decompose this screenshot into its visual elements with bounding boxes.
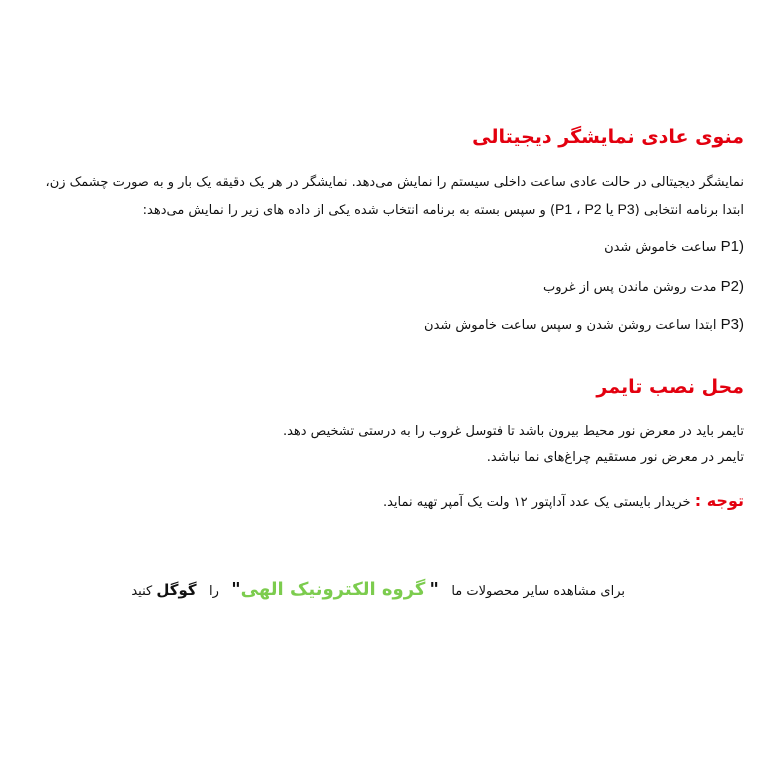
install-line-2: تایمر در معرض نور مستقیم چراغ‌های نما نباشد. xyxy=(486,450,744,465)
footer-suffix: کنید xyxy=(131,584,153,599)
section-heading-display-menu: منوی عادی نمایشگر دیجیتالی xyxy=(472,126,744,148)
open-quote: " xyxy=(429,579,439,600)
footer-prefix: برای مشاهده سایر محصولات ما xyxy=(451,584,625,599)
program-list: P1 ، P2 یا P3 xyxy=(555,201,635,217)
note-line xyxy=(383,491,744,510)
note-text: خریدار بایستی یک عدد آداپتور ۱۲ ولت یک آمپر تهیه نماید. xyxy=(382,495,691,510)
section-heading-install-location: محل نصب تایمر xyxy=(596,376,744,398)
program-code: P3) xyxy=(720,316,744,333)
program-code: P2) xyxy=(720,278,744,295)
program-code: P1) xyxy=(720,238,744,255)
paragraph-line-2-suffix: ) و سپس بسته به برنامه انتخاب شده یکی از داده های زیر را نمایش می‌دهد: xyxy=(142,203,556,218)
paragraph-line-2-prefix: ابتدا برنامه انتخابی ( xyxy=(634,203,744,218)
program-item-p2 xyxy=(543,278,744,295)
paragraph-line-1: نمایشگر دیجیتالی در حالت عادی ساعت داخلی سیستم را نمایش می‌دهد. نمایشگر در هر یک دقیقه یک بار و به صورت چشمک زن، xyxy=(45,175,744,190)
brand-name: گروه الکترونیک الهی xyxy=(240,579,426,600)
note-label: توجه : xyxy=(694,491,744,510)
program-description: ابتدا ساعت روشن شدن و سپس ساعت خاموش شدن xyxy=(424,318,717,333)
footer-ra: را xyxy=(208,584,219,599)
install-line-1: تایمر باید در معرض نور محیط بیرون باشد تا فتوسل غروب را به درستی تشخیص دهد. xyxy=(282,424,744,439)
program-item-p3 xyxy=(424,316,744,333)
close-quote: " xyxy=(231,579,241,600)
program-description: مدت روشن ماندن پس از غروب xyxy=(543,280,717,295)
footer-promo xyxy=(130,579,625,600)
program-item-p1 xyxy=(604,238,744,255)
google-word: گوگل xyxy=(156,581,197,599)
program-description: ساعت خاموش شدن xyxy=(604,240,717,255)
paragraph-line-2 xyxy=(143,201,744,218)
